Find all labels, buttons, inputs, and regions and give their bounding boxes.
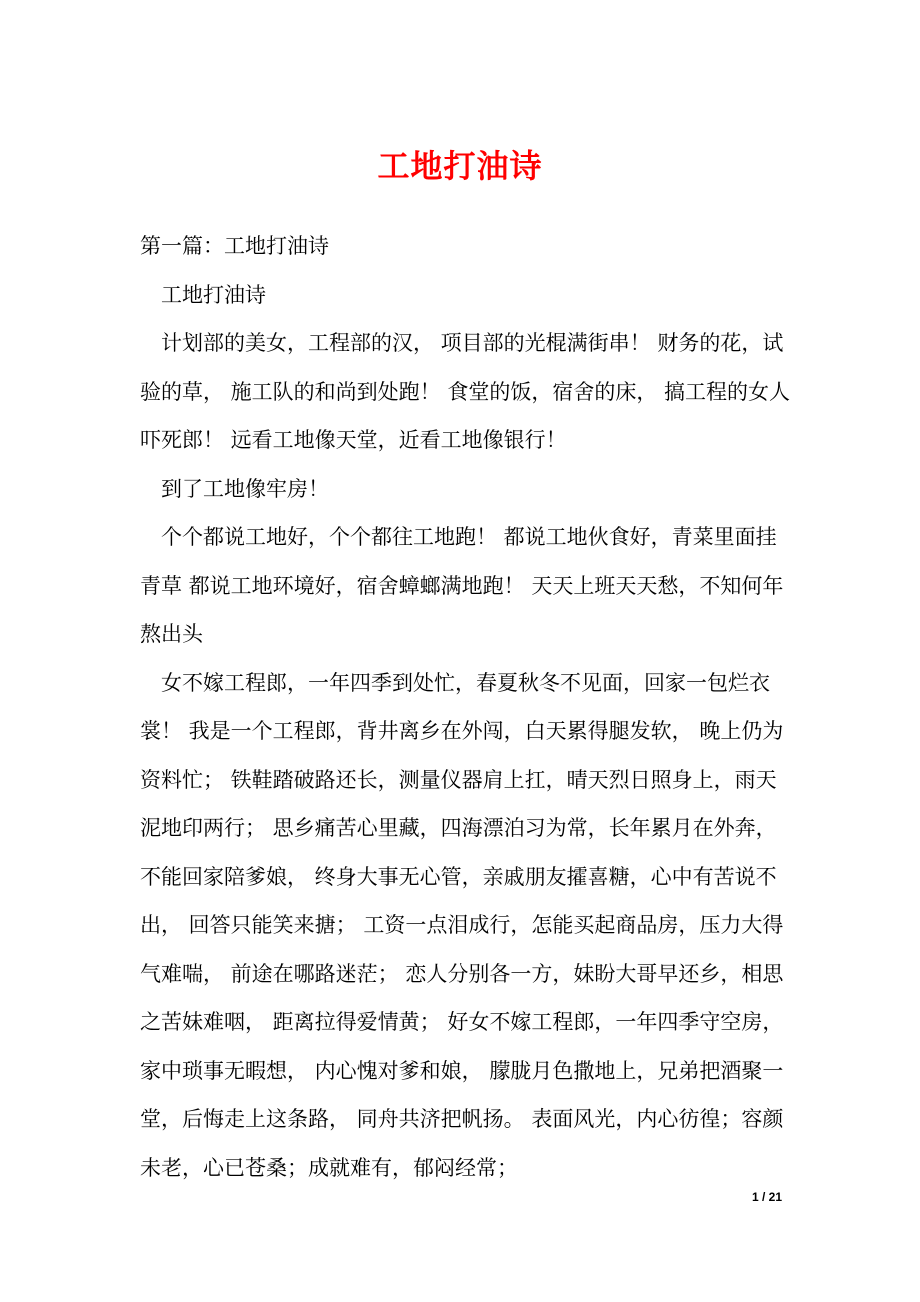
paragraph-3: 个个都说工地好，个个都往工地跑！ 都说工地伙食好，青菜里面挂青草 都说工地环境好，宿舍蟑螂满地跑！ 天天上班天天愁，不知何年熬出头 bbox=[140, 525, 784, 646]
document-title: 工地打油诗 bbox=[377, 147, 543, 185]
document-body bbox=[140, 222, 794, 1192]
paragraph-1: 计划部的美女，工程部的汉， 项目部的光棍满街串！ 财务的花，试验的草， 施工队的和尚到处跑！ 食堂的饭，宿舍的床， 搞工程的女人吓死郎！ 远看工地像天堂，近看工地像银行！ bbox=[140, 331, 791, 452]
section-heading: 第一篇：工地打油诗 bbox=[140, 234, 329, 258]
page-number: 1 / 21 bbox=[751, 1190, 782, 1204]
paragraph-4: 女不嫁工程郎，一年四季到处忙，春夏秋冬不见面，回家一包烂衣裳！ 我是一个工程郎，背井离乡在外闯，白天累得腿发软， 晚上仍为资料忙； 铁鞋踏破路还长，测量仪器肩上扛，晴天烈日照身上，雨天泥地印两行； 思乡痛苦心里藏，四海漂泊习为常，长年累月在外奔， 不能回家陪爹娘， 终身大事无心管，亲戚朋友攉喜糖，心中有苦说不出， 回答只能笑来搪； 工资一点泪成行，怎能买起商品房，压力大得气难喘， 前途在哪路迷茫； 恋人分别各一方，妹盼大哥早还乡，相思之苦妹难咽， 距离拉得爱情黄； 好女不嫁工程郎，一年四季守空房，家中琐事无暇想， 内心愧对爹和娘， 朦胧月色撒地上，兄弟把酒聚一堂，后悔走上这条路， 同舟共济把帆扬。 表面风光，内心彷徨；容颜未老，心已苍桑；成就难有，郁闷经常； bbox=[140, 670, 784, 1180]
paragraph-2: 到了工地像牢房！ bbox=[161, 476, 329, 501]
poem-title: 工地打油诗 bbox=[161, 282, 266, 307]
